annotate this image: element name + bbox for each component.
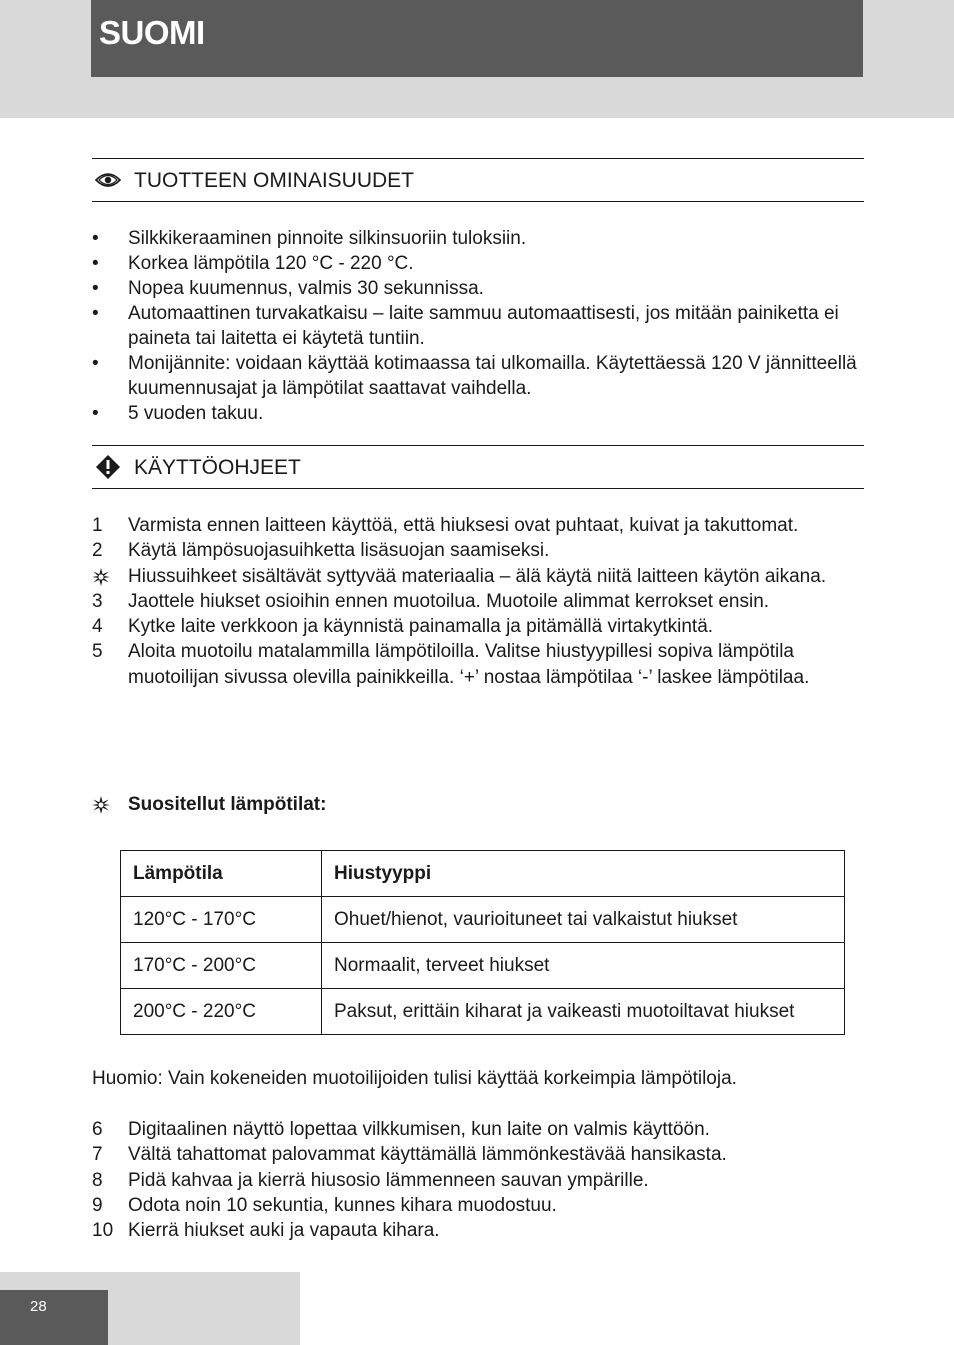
step-item — [92, 639, 872, 690]
table-row — [121, 943, 845, 989]
step-number: 1 — [92, 515, 103, 536]
features-section-header — [92, 158, 864, 202]
step-item — [92, 1142, 872, 1167]
hair-type-cell: Ohuet/hienot, vaurioituneet tai valkaistut hiukset — [322, 897, 845, 943]
temperature-cell: 170°C - 200°C — [121, 943, 322, 989]
list-item — [92, 226, 864, 251]
step-text: Digitaalinen näyttö lopettaa vilkkumisen, kun laite on valmis käyttöön. — [128, 1119, 710, 1140]
list-item — [92, 276, 864, 301]
step-item — [92, 513, 872, 538]
table-row — [121, 897, 845, 943]
step-text: Pidä kahvaa ja kierrä hiusosio lämmenneen sauvan ympärille. — [128, 1169, 649, 1191]
step-item — [92, 538, 872, 563]
note-text: Huomio: Vain kokeneiden muotoilijoiden tulisi käyttää korkeimpia lämpötiloja. — [92, 1068, 737, 1089]
instructions-section-header — [92, 445, 864, 489]
step-text: Hiussuihkeet sisältävät syttyvää materiaalia – älä käytä niitä laitteen käytön aikana. — [128, 565, 827, 587]
list-item — [92, 251, 864, 276]
step-number: 10 — [92, 1220, 114, 1242]
bullet-icon: • — [92, 228, 99, 249]
step-text: Vältä tahattomat palovammat käyttämällä lämmönkestävää hansikasta. — [128, 1144, 727, 1166]
step-text: Aloita muotoilu matalammilla lämpötiloilla. Valitse hiustyypillesi sopiva lämpötila muotoilijan sivussa olevilla painikkeilla. ‘+’ nostaa lämpötilaa ‘-’ laskee lämpötilaa. — [128, 641, 810, 688]
warning-diamond-icon — [94, 455, 122, 479]
bullet-icon: • — [92, 303, 99, 324]
step-text: Varmista ennen laitteen käyttöä, että hiuksesi ovat puhtaat, kuivat ja takuttomat. — [128, 515, 799, 536]
hair-type-cell: Normaalit, terveet hiukset — [322, 943, 845, 989]
step-item — [92, 1168, 872, 1193]
temperature-cell: 200°C - 220°C — [121, 989, 322, 1035]
step-number: 8 — [92, 1169, 103, 1191]
list-item-text: Monijännite: voidaan käyttää kotimaassa tai ulkomailla. Käytettäessä 120 V jännitteellä kuumennusajat ja lämpötilat saattavat vaihdella. — [128, 353, 857, 399]
step-text: Kytke laite verkkoon ja käynnistä painamalla ja pitämällä virtakytkintä. — [128, 616, 714, 638]
instruction-steps-1-5 — [92, 513, 872, 690]
step-number: 5 — [92, 641, 103, 663]
step-text: Kierrä hiukset auki ja vapauta kihara. — [128, 1220, 440, 1242]
step-item — [92, 614, 872, 639]
bullet-icon: • — [92, 353, 99, 374]
step-item — [92, 589, 872, 614]
sparkle-tip-icon — [92, 568, 110, 586]
list-item — [92, 401, 864, 426]
step-item — [92, 564, 872, 589]
column-header-temperature: Lämpötila — [121, 851, 322, 897]
header-band — [0, 0, 954, 118]
step-text: Odota noin 10 sekuntia, kunnes kihara muodostuu. — [128, 1194, 557, 1216]
instruction-steps-6-10 — [92, 1117, 872, 1243]
page-number-box — [0, 1290, 108, 1345]
temperature-table — [120, 850, 845, 1035]
step-number: 3 — [92, 590, 103, 612]
features-list — [92, 226, 864, 426]
step-item — [92, 1117, 872, 1142]
bullet-icon: • — [92, 253, 99, 274]
title-bar — [91, 0, 863, 77]
table-header-row — [121, 851, 845, 897]
footer-band — [0, 1272, 300, 1345]
step-text: Käytä lämpösuojasuihketta lisäsuojan saamiseksi. — [128, 540, 550, 562]
temperature-cell: 120°C - 170°C — [121, 897, 322, 943]
step-number: 9 — [92, 1194, 103, 1216]
features-heading: TUOTTEEN OMINAISUUDET — [134, 169, 415, 192]
step-number: 7 — [92, 1144, 103, 1166]
step-item — [92, 1218, 872, 1243]
step-number: 6 — [92, 1119, 103, 1140]
step-number: 2 — [92, 540, 103, 562]
step-item — [92, 1193, 872, 1218]
eye-icon — [94, 168, 122, 192]
list-item — [92, 351, 864, 401]
tip-heading: Suositellut lämpötilat: — [128, 794, 327, 815]
bullet-icon: • — [92, 278, 99, 299]
instructions-heading: KÄYTTÖOHJEET — [134, 456, 301, 479]
page-number: 28 — [30, 1298, 47, 1315]
list-item — [92, 301, 864, 351]
list-item-text: Korkea lämpötila 120 °C - 220 °C. — [128, 253, 414, 274]
list-item-text: Automaattinen turvakatkaisu – laite sammuu automaattisesti, jos mitään painiketta ei paineta tai laitetta ei käytetä tuntiin. — [128, 303, 839, 349]
step-number: 4 — [92, 616, 103, 638]
recommended-temps-tip — [92, 792, 900, 817]
bullet-icon: • — [92, 403, 99, 424]
hair-type-cell: Paksut, erittäin kiharat ja vaikeasti muotoiltavat hiukset — [322, 989, 845, 1035]
step-text: Jaottele hiukset osioihin ennen muotoilua. Muotoile alimmat kerrokset ensin. — [128, 590, 770, 612]
page-title: SUOMI — [99, 14, 205, 51]
table-row — [121, 989, 845, 1035]
sparkle-tip-icon — [92, 796, 110, 814]
list-item-text: Nopea kuumennus, valmis 30 sekunnissa. — [128, 278, 484, 299]
list-item-text: 5 vuoden takuu. — [128, 403, 264, 424]
list-item-text: Silkkikeraaminen pinnoite silkinsuoriin tuloksiin. — [128, 228, 527, 249]
column-header-hair-type: Hiustyyppi — [322, 851, 845, 897]
